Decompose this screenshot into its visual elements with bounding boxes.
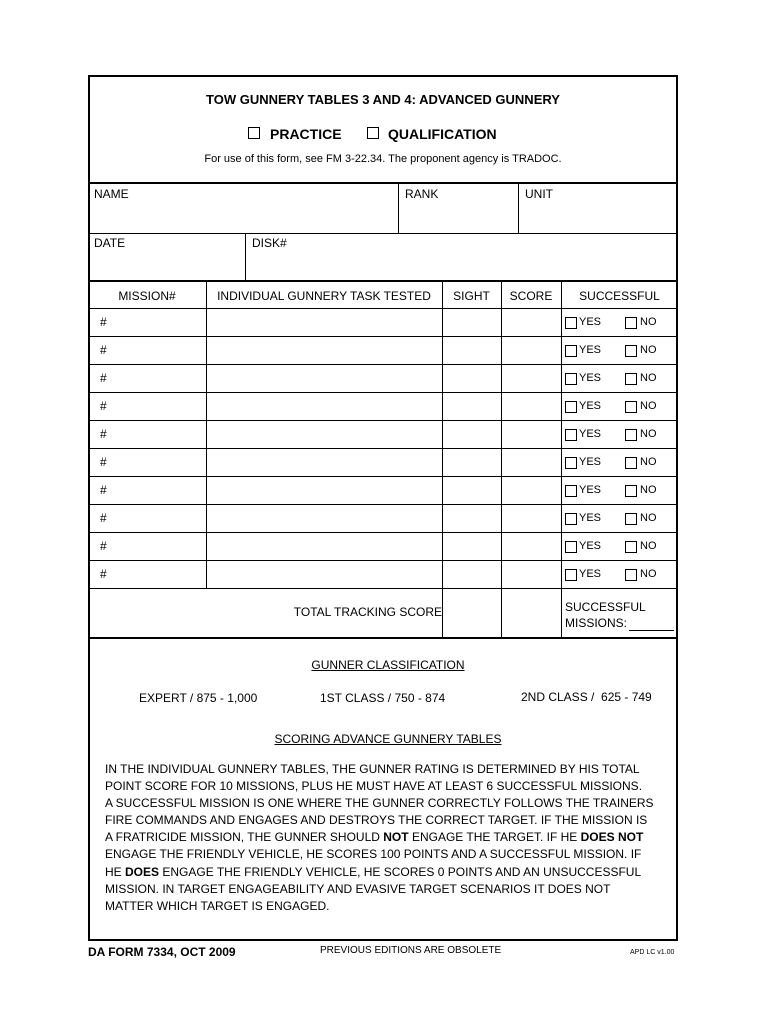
scoring-text: A FRATRICIDE MISSION, THE GUNNER SHOULD (105, 830, 384, 845)
scoring-line: FIRE COMMANDS AND ENGAGES AND DESTROYS THE CORRECT TARGET. IF THE MISSION IS (105, 813, 648, 828)
version-label: APD LC v1.00 (630, 949, 675, 956)
mission-number-marker: # (100, 399, 107, 413)
yes-checkbox[interactable] (565, 401, 577, 413)
practice-checkbox[interactable] (248, 127, 260, 139)
yes-checkbox[interactable] (565, 345, 577, 357)
yes-label: YES (579, 400, 602, 412)
unit-label: UNIT (525, 187, 553, 201)
score-field[interactable] (503, 562, 559, 586)
scoring-line: A SUCCESSFUL MISSION IS ONE WHERE THE GUNNER CORRECTLY FOLLOWS THE TRAINERS (105, 796, 654, 811)
sight-field[interactable] (444, 366, 499, 390)
no-label: NO (640, 400, 657, 412)
task-field[interactable] (208, 506, 440, 530)
score-field[interactable] (503, 534, 559, 558)
column-divider (561, 281, 562, 588)
scoring-line: IN THE INDIVIDUAL GUNNERY TABLES, THE GUNNER RATING IS DETERMINED BY HIS TOTAL (105, 762, 640, 776)
scoring-line: ENGAGE THE FRIENDLY VEHICLE, HE SCORES 100 POINTS AND A SUCCESSFUL MISSION. IF (105, 847, 642, 862)
task-field[interactable] (208, 366, 440, 390)
scoring-emphasis: NOT (383, 830, 409, 845)
mission-number-marker: # (100, 539, 107, 553)
disk-field[interactable] (250, 251, 673, 277)
rank-field[interactable] (403, 202, 515, 230)
classification-heading: GUNNER CLASSIFICATION (311, 658, 465, 672)
successful-missions-line[interactable] (629, 630, 674, 631)
name-row-divider (88, 233, 678, 234)
yes-label: YES (579, 512, 602, 524)
scoring-emphasis: DOES NOT (580, 830, 644, 845)
yes-label: YES (579, 484, 602, 496)
no-label: NO (640, 540, 657, 552)
row-divider (88, 392, 678, 393)
yes-label: YES (579, 568, 602, 580)
total-tracking-score-field[interactable] (502, 590, 560, 636)
no-label: NO (640, 568, 657, 580)
column-divider (501, 281, 502, 588)
form-title: TOW GUNNERY TABLES 3 AND 4: ADVANCED GUNNERY (206, 92, 560, 107)
disk-label: DISK# (252, 236, 287, 250)
header-sight: SIGHT (453, 289, 490, 303)
task-field[interactable] (208, 534, 440, 558)
sight-field[interactable] (444, 506, 499, 530)
yes-checkbox[interactable] (565, 457, 577, 469)
mission-number-marker: # (100, 511, 107, 525)
practice-label: PRACTICE (270, 126, 342, 142)
unit-divider (518, 183, 519, 233)
yes-checkbox[interactable] (565, 317, 577, 329)
mission-number-marker: # (100, 343, 107, 357)
task-field[interactable] (208, 478, 440, 502)
yes-label: YES (579, 428, 602, 440)
successful-missions-label-2: MISSIONS: (565, 616, 628, 630)
table-bottom-border (88, 637, 678, 639)
total-tracking-label: TOTAL TRACKING SCORE (293, 605, 442, 619)
unit-field[interactable] (523, 202, 673, 230)
yes-checkbox[interactable] (565, 569, 577, 581)
row-divider (88, 336, 678, 337)
scoring-paragraph (105, 761, 675, 915)
no-label: NO (640, 344, 657, 356)
yes-checkbox[interactable] (565, 429, 577, 441)
yes-label: YES (579, 540, 602, 552)
scoring-line (105, 829, 675, 846)
mission-number-marker: # (100, 483, 107, 497)
mission-number-field[interactable] (112, 506, 204, 530)
sight-field[interactable] (444, 450, 499, 474)
mission-number-field[interactable] (112, 450, 204, 474)
mission-number-field[interactable] (112, 534, 204, 558)
scoring-text: HE (105, 864, 126, 879)
yes-checkbox[interactable] (565, 485, 577, 497)
column-divider (206, 281, 207, 588)
yes-checkbox[interactable] (565, 541, 577, 553)
row-divider (88, 560, 678, 561)
successful-missions-label-1: SUCCESSFUL (565, 600, 646, 614)
scoring-line: POINT SCORE FOR 10 MISSIONS, PLUS HE MUST HAVE AT LEAST 6 SUCCESSFUL MISSIONS. (105, 779, 643, 794)
no-label: NO (640, 372, 657, 384)
yes-checkbox[interactable] (565, 373, 577, 385)
score-field[interactable] (503, 450, 559, 474)
yes-label: YES (579, 344, 602, 356)
no-checkbox[interactable] (625, 317, 637, 329)
no-checkbox[interactable] (625, 485, 637, 497)
sight-field[interactable] (444, 422, 499, 446)
header-successful: SUCCESSFUL (579, 289, 660, 303)
no-checkbox[interactable] (625, 373, 637, 385)
sight-field[interactable] (444, 338, 499, 362)
yes-checkbox[interactable] (565, 513, 577, 525)
class-first: 1ST CLASS / 750 - 874 (320, 691, 446, 705)
header-divider (88, 182, 678, 184)
form-id: DA FORM 7334, OCT 2009 (88, 945, 236, 959)
class-second: 2ND CLASS / 625 - 749 (521, 690, 652, 704)
qualification-label: QUALIFICATION (388, 126, 497, 142)
score-field[interactable] (503, 506, 559, 530)
mission-number-field[interactable] (112, 338, 204, 362)
name-label: NAME (94, 187, 129, 201)
header-task: INDIVIDUAL GUNNERY TASK TESTED (217, 289, 431, 303)
score-field[interactable] (503, 422, 559, 446)
obsolete-note: PREVIOUS EDITIONS ARE OBSOLETE (320, 945, 502, 956)
mission-number-field[interactable] (112, 310, 204, 334)
score-field[interactable] (503, 366, 559, 390)
score-field[interactable] (503, 338, 559, 362)
score-field[interactable] (503, 394, 559, 418)
task-field[interactable] (208, 450, 440, 474)
date-field[interactable] (93, 251, 241, 277)
no-label: NO (640, 428, 657, 440)
task-field[interactable] (208, 394, 440, 418)
scoring-line (105, 864, 675, 881)
no-label: NO (640, 484, 657, 496)
row-divider (88, 476, 678, 477)
mission-number-marker: # (100, 315, 107, 329)
mission-number-marker: # (100, 427, 107, 441)
yes-label: YES (579, 316, 602, 328)
rank-label: RANK (405, 187, 439, 201)
score-field[interactable] (503, 478, 559, 502)
no-label: NO (640, 316, 657, 328)
row-divider (88, 364, 678, 365)
mission-number-marker: # (100, 371, 107, 385)
scoring-line: MISSION. IN TARGET ENGAGEABILITY AND EVASIVE TARGET SCENARIOS IT DOES NOT (105, 881, 611, 896)
totals-sight-divider (442, 588, 443, 638)
table-top-border (88, 280, 678, 282)
scoring-heading: SCORING ADVANCE GUNNERY TABLES (274, 732, 502, 746)
row-divider (88, 448, 678, 449)
scoring-line: MATTER WHICH TARGET IS ENGAGED. (105, 898, 330, 913)
no-checkbox[interactable] (625, 401, 637, 413)
sight-field[interactable] (444, 394, 499, 418)
column-divider (442, 281, 443, 588)
no-checkbox[interactable] (625, 457, 637, 469)
mission-number-field[interactable] (112, 478, 204, 502)
no-label: NO (640, 456, 657, 468)
task-field[interactable] (208, 338, 440, 362)
row-divider (88, 420, 678, 421)
task-field[interactable] (208, 562, 440, 586)
mission-number-field[interactable] (112, 422, 204, 446)
scoring-text: ENGAGE THE FRIENDLY VEHICLE, HE SCORES 0 POINTS AND AN UNSUCCESSFUL (159, 864, 642, 879)
no-checkbox[interactable] (625, 429, 637, 441)
mission-number-field[interactable] (112, 562, 204, 586)
qualification-checkbox[interactable] (367, 127, 379, 139)
sight-field[interactable] (444, 478, 499, 502)
no-checkbox[interactable] (625, 541, 637, 553)
yes-label: YES (579, 372, 602, 384)
no-checkbox[interactable] (625, 345, 637, 357)
mission-number-marker: # (100, 455, 107, 469)
mission-number-marker: # (100, 567, 107, 581)
name-field[interactable] (93, 202, 396, 230)
score-field[interactable] (503, 310, 559, 334)
scoring-text: ENGAGE THE TARGET. IF HE (408, 830, 581, 845)
header-score: SCORE (509, 289, 553, 303)
mission-number-field[interactable] (112, 366, 204, 390)
totals-successful-divider (561, 588, 562, 638)
sight-field[interactable] (444, 534, 499, 558)
row-divider (88, 504, 678, 505)
disk-divider (245, 233, 246, 280)
sight-field[interactable] (444, 310, 499, 334)
no-checkbox[interactable] (625, 569, 637, 581)
class-expert: EXPERT / 875 - 1,000 (139, 691, 258, 705)
header-mission: MISSION# (118, 289, 176, 303)
task-field[interactable] (208, 310, 440, 334)
task-field[interactable] (208, 422, 440, 446)
row-divider (88, 588, 678, 589)
sight-field[interactable] (444, 562, 499, 586)
rank-divider (398, 183, 399, 233)
yes-label: YES (579, 456, 602, 468)
scoring-emphasis: DOES (125, 864, 160, 879)
date-label: DATE (94, 236, 126, 250)
mission-number-field[interactable] (112, 394, 204, 418)
no-label: NO (640, 512, 657, 524)
no-checkbox[interactable] (625, 513, 637, 525)
row-divider (88, 308, 678, 309)
row-divider (88, 532, 678, 533)
use-note: For use of this form, see FM 3-22.34. The proponent agency is TRADOC. (204, 153, 562, 165)
